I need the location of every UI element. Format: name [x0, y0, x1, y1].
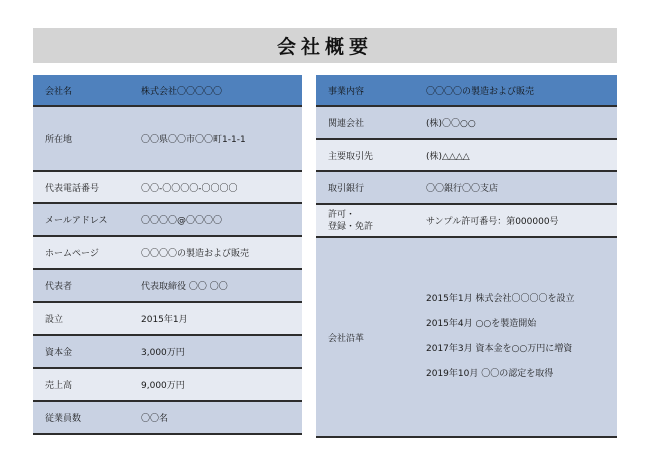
table-row [33, 203, 302, 236]
table-row [316, 75, 617, 106]
table-row [33, 401, 302, 434]
row-value: 3,000万円 [129, 335, 302, 368]
table-row [316, 139, 617, 171]
row-value: 2015年1月 [129, 302, 302, 335]
row-label: 所在地 [33, 106, 129, 171]
row-value: 〇〇-〇〇〇〇-〇〇〇〇 [129, 171, 302, 203]
row-value: サンプル許可番号：第000000号 [414, 204, 617, 237]
left-info-table [33, 75, 302, 435]
row-label: 事業内容 [316, 75, 414, 106]
table-row [316, 106, 617, 139]
table-row [33, 236, 302, 269]
table-row [33, 335, 302, 368]
row-label [316, 204, 414, 237]
right-info-table [316, 75, 617, 438]
row-label: 売上高 [33, 368, 129, 401]
history-list [414, 237, 617, 437]
row-label: ホームページ [33, 236, 129, 269]
row-label: 代表電話番号 [33, 171, 129, 203]
history-item: 2019年10月 〇〇の認定を取得 [426, 369, 554, 379]
row-label: 会社沿革 [316, 237, 414, 437]
row-value: 〇〇銀行〇〇支店 [414, 171, 617, 204]
table-row [316, 204, 617, 237]
table-row [33, 75, 302, 106]
row-label: 代表者 [33, 269, 129, 302]
row-label: 関連会社 [316, 106, 414, 139]
row-value: 9,000万円 [129, 368, 302, 401]
table-row [33, 171, 302, 203]
row-label: 主要取引先 [316, 139, 414, 171]
row-label: 設立 [33, 302, 129, 335]
table-row [33, 302, 302, 335]
row-label: 会社名 [33, 75, 129, 106]
row-value: 〇〇〇〇の製造および販売 [129, 236, 302, 269]
title-bar [33, 28, 617, 63]
row-value: (株)〇〇○○ [414, 106, 617, 139]
row-label: 取引銀行 [316, 171, 414, 204]
row-value: 〇〇〇〇の製造および販売 [414, 75, 617, 106]
row-value: 株式会社〇〇〇〇〇 [129, 75, 302, 106]
row-value: 〇〇〇〇@〇〇〇〇 [129, 203, 302, 236]
history-item: 2017年3月 資本金を○○万円に増資 [426, 344, 573, 354]
row-value: 代表取締役 〇〇 〇〇 [129, 269, 302, 302]
row-label: メールアドレス [33, 203, 129, 236]
row-label: 資本金 [33, 335, 129, 368]
row-value: 〇〇名 [129, 401, 302, 434]
row-value: (株)△△△△ [414, 139, 617, 171]
table-row [33, 269, 302, 302]
row-label-line: 許可・ [328, 209, 356, 220]
table-row [316, 171, 617, 204]
history-item: 2015年4月 ○○を製造開始 [426, 319, 537, 329]
page-title: 会社概要 [276, 36, 373, 58]
history-item: 2015年1月 株式会社〇〇〇〇を設立 [426, 294, 575, 304]
table-row [316, 237, 617, 437]
table-row [33, 368, 302, 401]
row-label: 従業員数 [33, 401, 129, 434]
row-label-line: 登録・免許 [328, 221, 374, 232]
table-row [33, 106, 302, 171]
row-value: 〇〇県〇〇市〇〇町1-1-1 [129, 106, 302, 171]
